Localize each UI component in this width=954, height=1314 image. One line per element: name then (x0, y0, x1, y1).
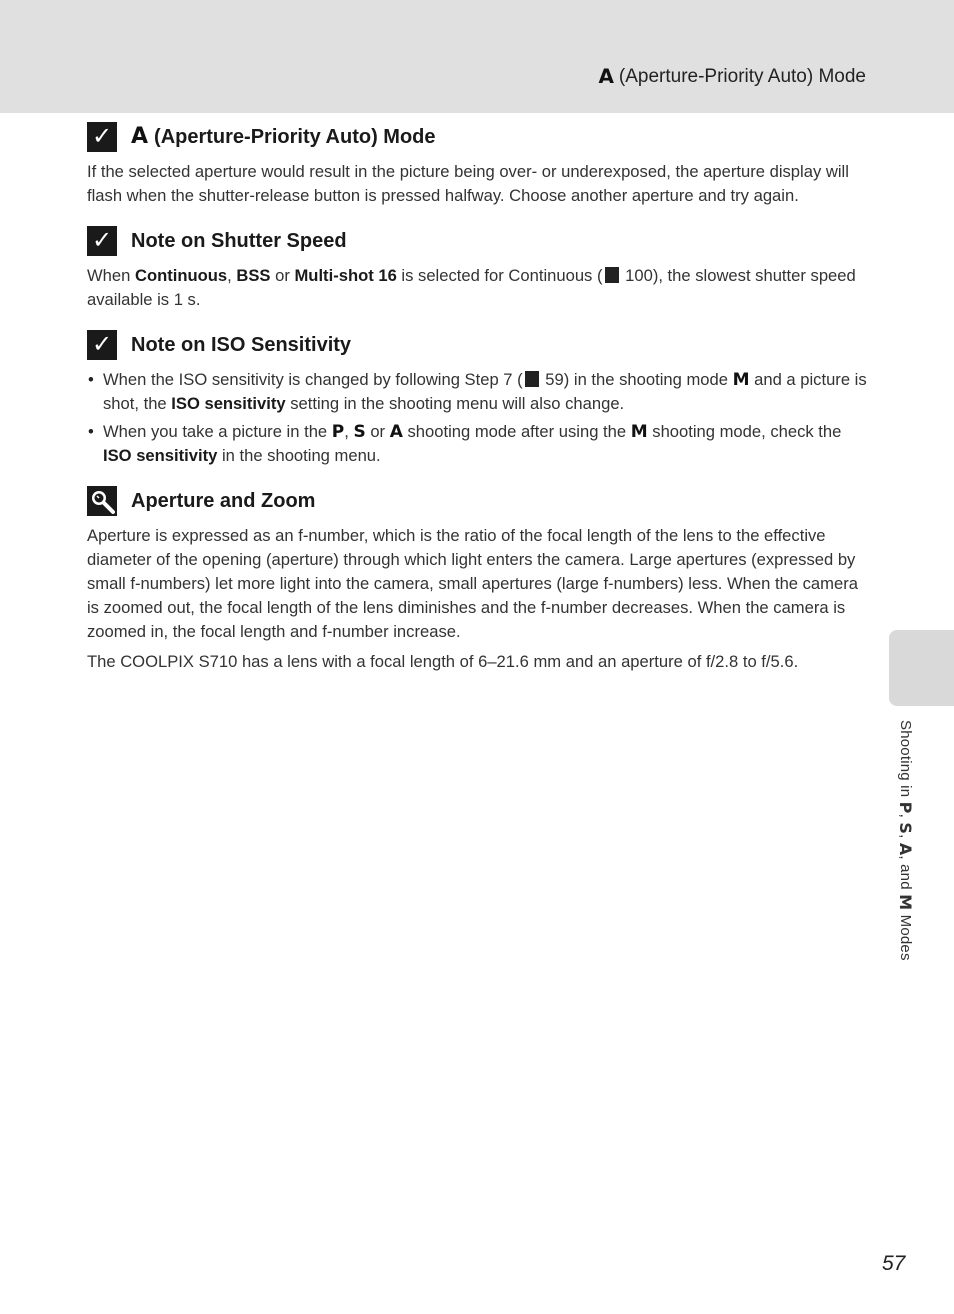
running-header (598, 66, 866, 88)
page-number: 57 (882, 1252, 906, 1275)
manual-mode-icon: M (732, 370, 750, 390)
manual-mode-icon: M (630, 422, 648, 442)
section-iso-sensitivity (87, 326, 867, 468)
page-content (87, 118, 867, 688)
section-title: Note on Shutter Speed (131, 229, 347, 252)
section-heading (87, 482, 867, 520)
check-icon: ✓ (87, 226, 117, 256)
manual-mode-icon: M (896, 894, 915, 911)
header-band (0, 0, 954, 113)
page-reference-icon (525, 371, 539, 387)
running-header-text: (Aperture-Priority Auto) Mode (618, 66, 866, 87)
section-body: Aperture is expressed as an f-number, which is the ratio of the focal length of the lens to the effective diameter of the opening (aperture) through which light enters the camera. Large apertures (expressed by small f-numbers) let more light into the camera, small apertures (large f-numbers) less. When the camera is zoomed out, the focal length of the lens diminishes and the f-number decreases. When the camera is zoomed in, the focal length and f-number increase. (87, 526, 858, 641)
section-heading (87, 118, 867, 156)
bullet-list (87, 368, 867, 468)
chapter-tab-label: Shooting in P, S, A, and M Modes (896, 720, 915, 961)
list-item: • When the ISO sensitivity is changed by following Step 7 ( 59) in the shooting mode M and a picture is shot, the ISO sensitivity setting in the shooting menu will also change. (87, 368, 867, 416)
check-icon: ✓ (87, 330, 117, 360)
program-mode-icon: P (896, 801, 915, 814)
section-title: Note on ISO Sensitivity (131, 333, 352, 356)
magnifier-tip-icon (87, 486, 117, 516)
list-item: • When you take a picture in the P, S or A shooting mode after using the M shooting mode, check the ISO sensitivity in the shooting menu. (87, 420, 867, 468)
section-body: When Continuous, BSS or Multi-shot 16 is selected for Continuous ( 100), the slowest shutter speed available is 1 s. (87, 266, 856, 309)
section-body: If the selected aperture would result in the picture being over- or underexposed, the aperture display will flash when the shutter-release button is pressed halfway. Choose another aperture and try again. (87, 162, 849, 205)
chapter-tab[interactable] (889, 630, 954, 706)
page-reference[interactable]: 100 (625, 266, 653, 285)
section-aperture-mode (87, 118, 867, 208)
section-title: Aperture and Zoom (131, 489, 316, 512)
program-mode-icon: P (331, 422, 345, 442)
aperture-mode-icon: A (389, 422, 403, 442)
section-title: (Aperture-Priority Auto) Mode (154, 125, 436, 148)
aperture-mode-icon: A (131, 124, 149, 149)
shutter-mode-icon: S (353, 422, 366, 442)
section-shutter-speed (87, 222, 867, 312)
check-icon: ✓ (87, 122, 117, 152)
page-reference-icon (605, 267, 619, 283)
section-body: The COOLPIX S710 has a lens with a focal length of 6–21.6 mm and an aperture of f/2.8 to f/5.6. (87, 652, 799, 671)
aperture-mode-icon: A (598, 64, 614, 89)
section-aperture-zoom (87, 482, 867, 674)
shutter-mode-icon: S (896, 822, 915, 835)
section-heading (87, 222, 867, 260)
page-reference[interactable]: 59 (545, 370, 564, 389)
section-heading (87, 326, 867, 364)
aperture-mode-icon: A (896, 842, 915, 856)
